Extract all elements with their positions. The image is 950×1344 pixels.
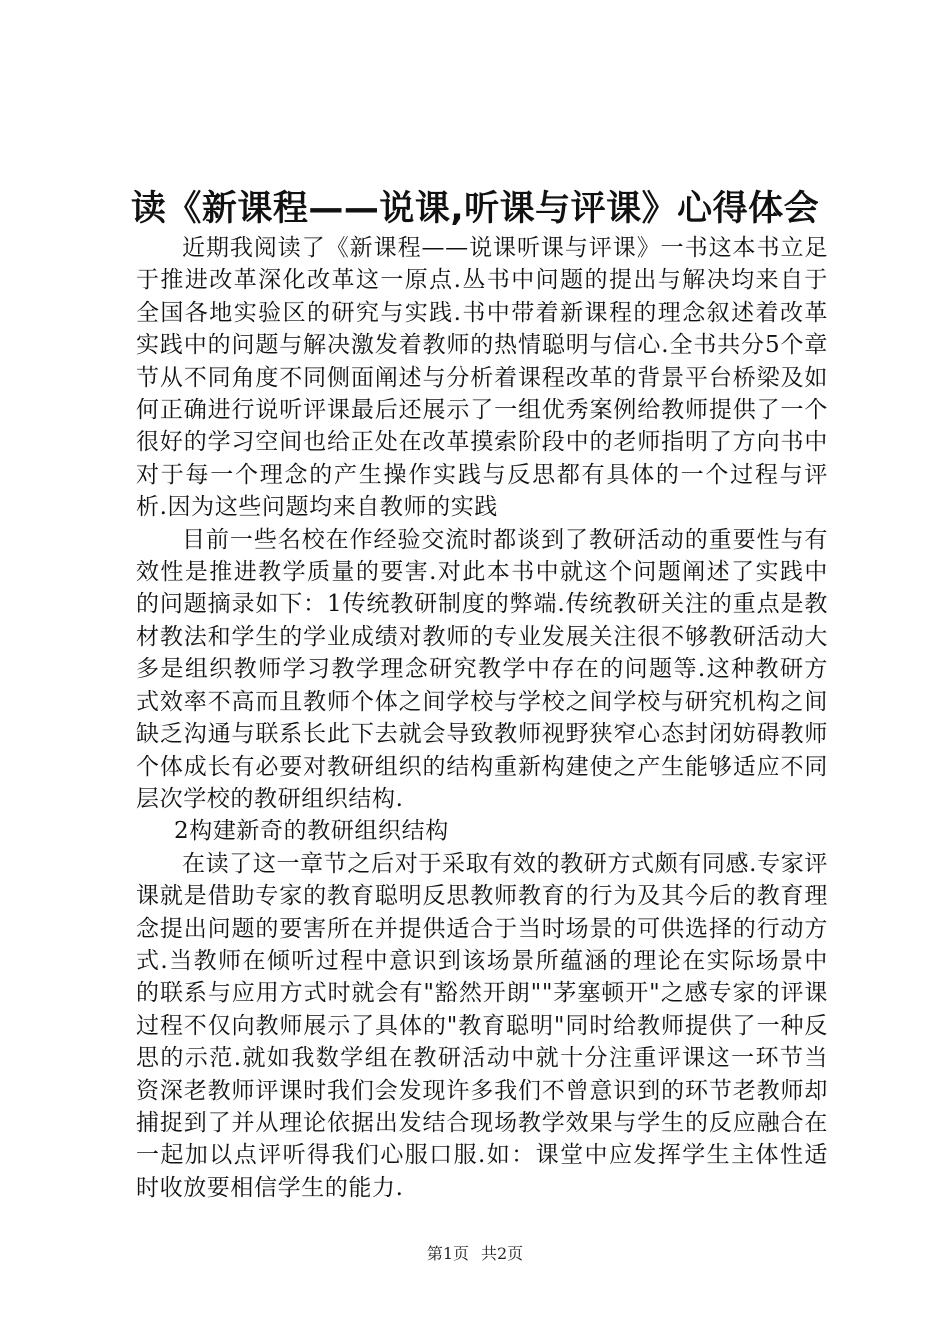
page-footer [0,1243,950,1265]
paragraph-intro: 近期我阅读了《新课程——说课听课与评课》一书这本书立足于推进改革深化改革这一原点.丛书中问题的提出与解决均来自于全国各地实验区的研究与实践.书中带着新课程的理念叙述着改革实践中的问题与解决激发着教师的热情聪明与信心.全书共分5个章节从不同角度不同侧面阐述与分析着课程改革的背景平台桥梁及如何正确进行说听评课最后还展示了一组优秀案例给教师提供了一个很好的学习空间也给正处在改革摸索阶段中的老师指明了方向书中对于每一个理念的产生操作实践与反思都有具体的一个过程与评析.因为这些问题均来自教师的实践 [136,235,828,521]
document-body [136,232,828,1204]
page-number: 第1页 [426,1244,469,1263]
paragraph-expert-review: 在读了这一章节之后对于采取有效的教研方式颇有同感.专家评课就是借助专家的教育聪明反思教师教育的行为及其今后的教育理念提出问题的要害所在并提供适合于当时场景的可供选择的行动方式.当教师在倾听过程中意识到该场景所蕴涵的理论在实际场景中的联系与应用方式时就会有"豁然开朗""茅塞顿开"之感专家的评课过程不仅向教师展示了具体的"教育聪明"同时给教师提供了一种反思的示范.就如我数学组在教研活动中就十分注重评课这一环节当资深老教师评课时我们会发现许多我们不曾意识到的环节老教师却捕捉到了并从理论依据出发结合现场教学效果与学生的反应融合在一起加以点评听得我们心服口服.如：课堂中应发挥学生主体性适时收放要相信学生的能力. [136,850,828,1201]
document-title: 读《新课程——说课,听课与评课》心得体会 [130,189,820,229]
paragraph-teaching-research: 目前一些名校在作经验交流时都谈到了教研活动的重要性与有效性是推进教学质量的要害.对此本书中就这个问题阐述了实践中的问题摘录如下：1传统教研制度的弊端.传统教研关注的重点是教材教法和学生的学业成绩对教师的专业发展关注很不够教研活动大多是组织教师学习教学理念研究教学中存在的问题等.这种教研方式效率不高而且教师个体之间学校与学校之间学校与研究机构之间缺乏沟通与联系长此下去就会导致教师视野狭窄心态封闭妨碍教师个体成长有必要对教研组织的结构重新构建使之产生能够适应不同层次学校的教研组织结构. [136,526,828,812]
page-total: 共2页 [481,1244,524,1263]
section-heading: 2构建新奇的教研组织结构 [174,818,449,845]
